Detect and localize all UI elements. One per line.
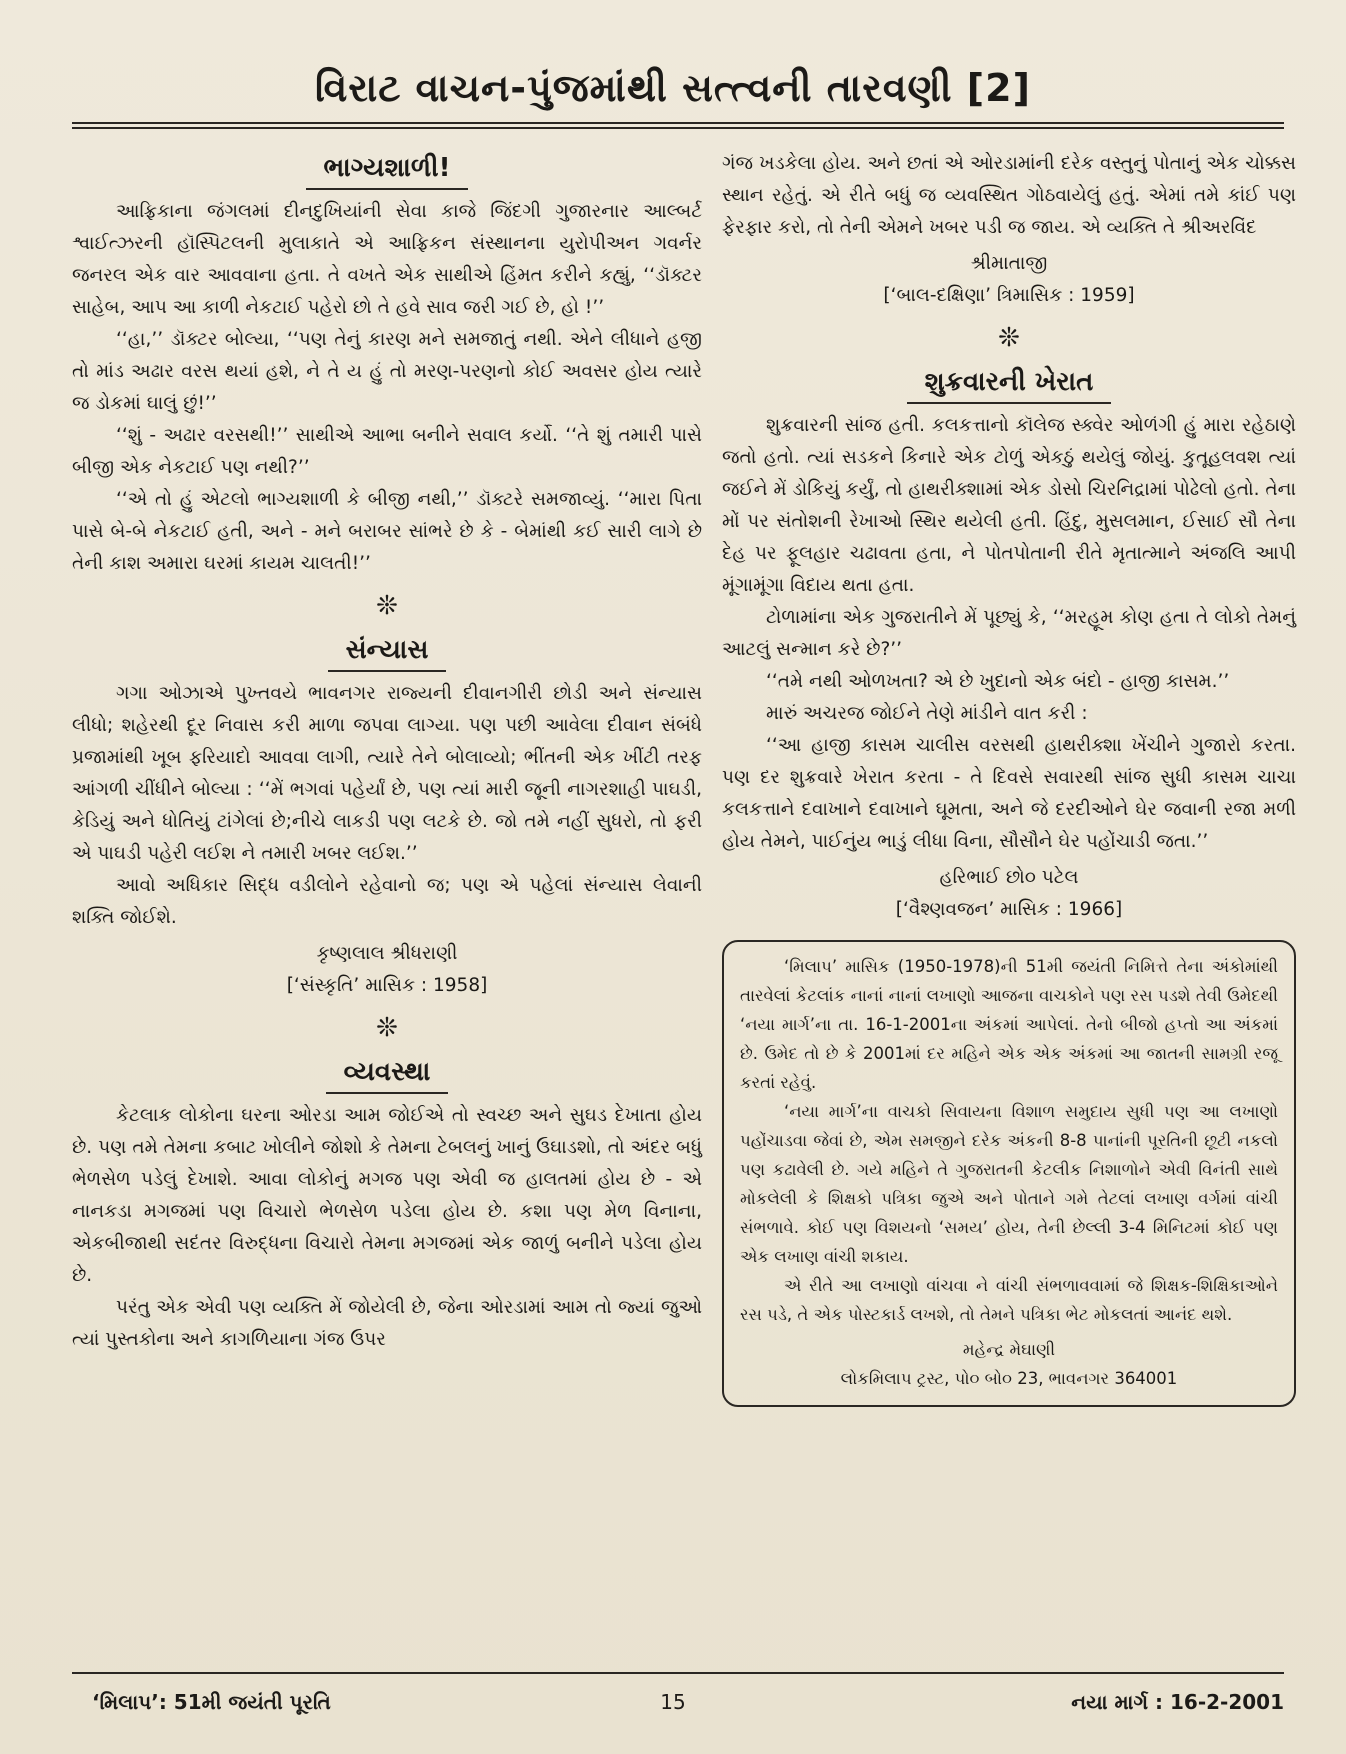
article-paragraph: આવો અધિકાર સિદ્ધ વડીલોને રહેવાનો જ; પણ એ પહેલાં સંન્યાસ લેવાની શક્તિ જોઈશે. bbox=[72, 875, 702, 928]
notice-paragraph: ‘નયા માર્ગ’ના વાચકો સિવાયના વિશાળ સમુદાય સુધી પણ આ લખાણો પહોંચાડવા જેવાં છે, એમ સમજીને દરેક અંકની 8-8 પાનાંની પૂરતિની છૂટી નકલો પણ કઢાવેલી છે. ગયે મહિને તે ગુજરાતની કેટલીક નિશાળોને એવી વિનંતી સાથે મોકલેલી કે શિક્ષકો પત્રિકા જુએ અને પોતાને ગમે તેટલાં લખાણ વર્ગમાં વાંચી સંભળાવે. કોઈ પણ વિશયનો ‘સમય’ હોય, તેની છેલ્લી 3-4 મિનિટમાં કોઈ પણ એક લખાણ વાંચી શકાય. bbox=[740, 1102, 1278, 1266]
article-source: [‘વૈશ્ણવજન’ માસિક : 1966] bbox=[895, 899, 1123, 920]
article-paragraph: ગંજ ખડકેલા હોય. અને છતાં એ ઓરડામાંની દરેક વસ્તુનું પોતાનું એક ચોક્કસ સ્થાન રહેતું. એ રીતે બધું જ વ્યવસ્થિત ગોઠવાયેલું હતું. એમાં તમે કાંઈ પણ ફેરફાર કરો, તો તેની એમને ખબર પડી જ જાય. એ વ્યક્તિ તે શ્રીઅરવિંદ bbox=[722, 153, 1296, 238]
notice-address: લોકમિલાપ ટ્રસ્ટ, પો૦ બો૦ 23, ભાવનગર 364001 bbox=[840, 1369, 1178, 1388]
notice-paragraph: એ રીતે આ લખાણો વાંચવા ને વાંચી સંભળાવવામાં જે શિક્ષક-શિક્ષિકાઓને રસ પડે, તે એક પોસ્ટકાર્ડ લખશે, તો તેમને પત્રિકા ભેટ મોકલતાં આનંદ થશે. bbox=[740, 1276, 1278, 1324]
article-title: શુક્રવારની ખેરાત bbox=[722, 362, 1296, 404]
article-source: [‘બાલ-દક્ષિણા’ ત્રિમાસિક : 1959] bbox=[883, 285, 1135, 306]
article-source: [‘સંસ્કૃતિ’ માસિક : 1958] bbox=[286, 975, 488, 996]
article-paragraph: કેટલાક લોકોના ઘરના ઓરડા આમ જોઈએ તો સ્વચ્છ અને સુઘડ દેખાતા હોય છે. પણ તમે તેમના કબાટ ખોલીને જોશો કે તેમના ટેબલનું ખાનું ઉઘાડશો, તો અંદર બધું ભેળસેળ પડેલું દેખાશે. આવા લોકોનું મગજ પણ એવી જ હાલતમાં હોય છે - એ નાનકડા મગજમાં પણ વિચારો ભેળસેળ પડેલા હોય છે. કશા પણ મેળ વિનાના, એકબીજાથી સદંતર વિરુદ્ધના વિચારો તેમના મગજમાં એક જાળું બનીને પડેલા હોય છે. bbox=[72, 1105, 702, 1286]
footer-supplement: ‘મિલાપ’: 51મી જયંતી પૂરતિ bbox=[92, 1690, 331, 1714]
notice-paragraph: ‘મિલાપ’ માસિક (1950-1978)ની 51મી જયંતી નિમિત્તે તેના અંકોમાંથી તારવેલાં કેટલાંક નાનાં નાનાં લખાણો આજના વાચકોને પણ રસ પડશે તેવી ઉમેદથી ‘નયા માર્ગ’ના તા. 16-1-2001ના અંકમાં આપેલાં. તેનો બીજો હપ્તો આ અંકમાં છે. ઉમેદ તો છે કે 2001માં દર મહિને એક એક અંકમાં આ જાતની સામગ્રી રજૂ કરતાં રહેવું. bbox=[740, 957, 1278, 1092]
article-sanyas bbox=[72, 630, 702, 1002]
article-paragraph: ‘‘શું - અઢાર વરસથી!’’ સાથીએ આભા બનીને સવાલ કર્યો. ‘‘તે શું તમારી પાસે બીજી એક નેકટાઈ પણ નથી?’’ bbox=[72, 425, 702, 478]
article-author: શ્રીમાતાજી bbox=[970, 253, 1048, 274]
article-title: ભાગ્યશાળી! bbox=[72, 148, 702, 190]
article-paragraph: ‘‘એ તો હું એટલો ભાગ્યશાળી કે બીજી નથી,’’ ડૉક્ટરે સમજાવ્યું. ‘‘મારા પિતા પાસે બે-બે નેકટાઈ હતી, અને - મને બરાબર સાંભરે છે કે - બેમાંથી કઈ સારી લાગે છે તેની કાશ અમારા ઘરમાં કાયમ ચાલતી!’’ bbox=[72, 489, 702, 574]
article-paragraph: ગગા ઓઝાએ પુખ્તવયે ભાવનગર રાજ્યની દીવાનગીરી છોડી અને સંન્યાસ લીધો; શહેરથી દૂર નિવાસ કરી માળા જપવા લાગ્યા. પણ પછી આવેલા દીવાન સંબંધે પ્રજામાંથી ખૂબ ફરિયાદો આવવા લાગી, ત્યારે તેને બોલાવ્યો; ભીંતની એક ખીંટી તરફ આંગળી ચીંધીને બોલ્યા : ‘‘મેં ભગવાં પહેર્યાં છે, પણ ત્યાં મારી જૂની નાગરશાહી પાઘડી, કેડિયું અને ધોતિયું ટાંગેલાં છે;નીચે લાકડી પણ લટકે છે. જો તમે નહીં સુધરો, તો ફરી એ પાઘડી પહેરી લઈશ ને તમારી ખબર લઈશ.’’ bbox=[72, 683, 702, 864]
notice-author: મહેન્દ્ર મેઘાણી bbox=[962, 1340, 1056, 1359]
article-title: વ્યવસ્થા bbox=[72, 1052, 702, 1094]
article-vyavastha-continued bbox=[722, 148, 1296, 312]
article-author: હરિભાઈ છો૦ પટેલ bbox=[939, 867, 1079, 888]
right-column bbox=[722, 148, 1296, 1407]
ornament-icon: ❊ bbox=[376, 591, 398, 621]
title-rule-bottom bbox=[72, 127, 1284, 129]
article-title: સંન્યાસ bbox=[72, 630, 702, 672]
ornament-icon: ❊ bbox=[376, 1013, 398, 1043]
page-number: 15 bbox=[660, 1690, 686, 1714]
article-paragraph: મારું અચરજ જોઈને તેણે માંડીને વાત કરી : bbox=[766, 703, 1088, 724]
footer-rule bbox=[72, 1672, 1284, 1674]
article-paragraph: પરંતુ એક એવી પણ વ્યક્તિ મેં જોયેલી છે, જેના ઓરડામાં આમ તો જ્યાં જુઓ ત્યાં પુસ્તકોના અને કાગળિયાના ગંજ ઉપર bbox=[72, 1297, 702, 1350]
article-shukravar bbox=[722, 362, 1296, 926]
article-paragraph: ટોળામાંના એક ગુજરાતીને મેં પૂછ્યું કે, ‘‘મરહૂમ કોણ હતા તે લોકો તેમનું આટલું સન્માન કરે છે?’’ bbox=[722, 607, 1296, 660]
article-paragraph: ‘‘તમે નથી ઓળખતા? એ છે ખુદાનો એક બંદો - હાજી કાસમ.’’ bbox=[766, 671, 1230, 692]
article-paragraph: ‘‘આ હાજી કાસમ ચાલીસ વરસથી હાથરીક્શા ખેંચીને ગુજારો કરતા. પણ દર શુક્રવારે ખેરાત કરતા - તે દિવસે સવારથી સાંજ સુધી કાસમ ચાચા કલકત્તાને દવાખાને દવાખાને ઘૂમતા, અને જે દરદીઓને ઘેર જવાની રજા મળી હોય તેમને, પાઈનુંય ભાડું લીધા વિના, સૌસૌને ઘેર પહોંચાડી જતા.’’ bbox=[722, 735, 1296, 852]
page-title: વિરાટ વાચન-પુંજમાંથી સત્ત્વની તારવણી [2] bbox=[315, 66, 1031, 110]
left-column bbox=[72, 148, 702, 1356]
article-bhagyashali bbox=[72, 148, 702, 580]
ornament-icon: ❊ bbox=[998, 323, 1020, 353]
title-rule-top bbox=[72, 122, 1284, 124]
article-vyavastha bbox=[72, 1052, 702, 1356]
notice-box bbox=[722, 940, 1296, 1407]
article-paragraph: આફ્રિકાના જંગલમાં દીનદુખિયાંની સેવા કાજે જિંદગી ગુજારનાર આલ્બર્ટ શ્વાઈત્ઝરની હૉસ્પિટલની મુલાકાતે એ આફ્રિકન સંસ્થાનના યુરોપીઅન ગવર્નર જનરલ એક વાર આવવાના હતા. તે વખતે એક સાથીએ હિંમત કરીને કહ્યું, ‘‘ડૉક્ટર સાહેબ, આપ આ કાળી નેકટાઈ પહેરો છો તે હવે સાવ જરી ગઈ છે, હો !’’ bbox=[72, 201, 702, 318]
article-author: કૃષ્ણલાલ શ્રીધરાણી bbox=[316, 943, 458, 964]
footer-issue-date: નયા માર્ગ : 16-2-2001 bbox=[1071, 1690, 1284, 1714]
article-paragraph: શુક્રવારની સાંજ હતી. કલકત્તાનો કૉલેજ સ્ક્વેર ઓળંગી હું મારા રહેઠાણે જતો હતો. ત્યાં સડકને કિનારે એક ટોળું એકઠું થયેલું જોયું. કુતૂહલવશ ત્યાં જઈને મેં ડોકિયું કર્યું, તો હાથરીક્શામાં એક ડોસો ચિરનિદ્રામાં પોઢેલો હતો. તેના મોં પર સંતોશની રેખાઓ સ્થિર થયેલી હતી. હિંદુ, મુસલમાન, ઈસાઈ સૌ તેના દેહ પર ફૂલહાર ચઢાવતા હતા, ને પોતપોતાની રીતે મૃતાત્માને અંજલિ આપી મૂંગામૂંગા વિદાય થતા હતા. bbox=[722, 415, 1296, 596]
article-paragraph: ‘‘હા,’’ ડૉક્ટર બોલ્યા, ‘‘પણ તેનું કારણ મને સમજાતું નથી. એને લીધાને હજી તો માંડ અઢાર વરસ થયાં હશે, ને તે ય હું તો મરણ-પરણનો કોઈ અવસર હોય ત્યારે જ ડોકમાં ઘાલું છું!’’ bbox=[72, 329, 702, 414]
